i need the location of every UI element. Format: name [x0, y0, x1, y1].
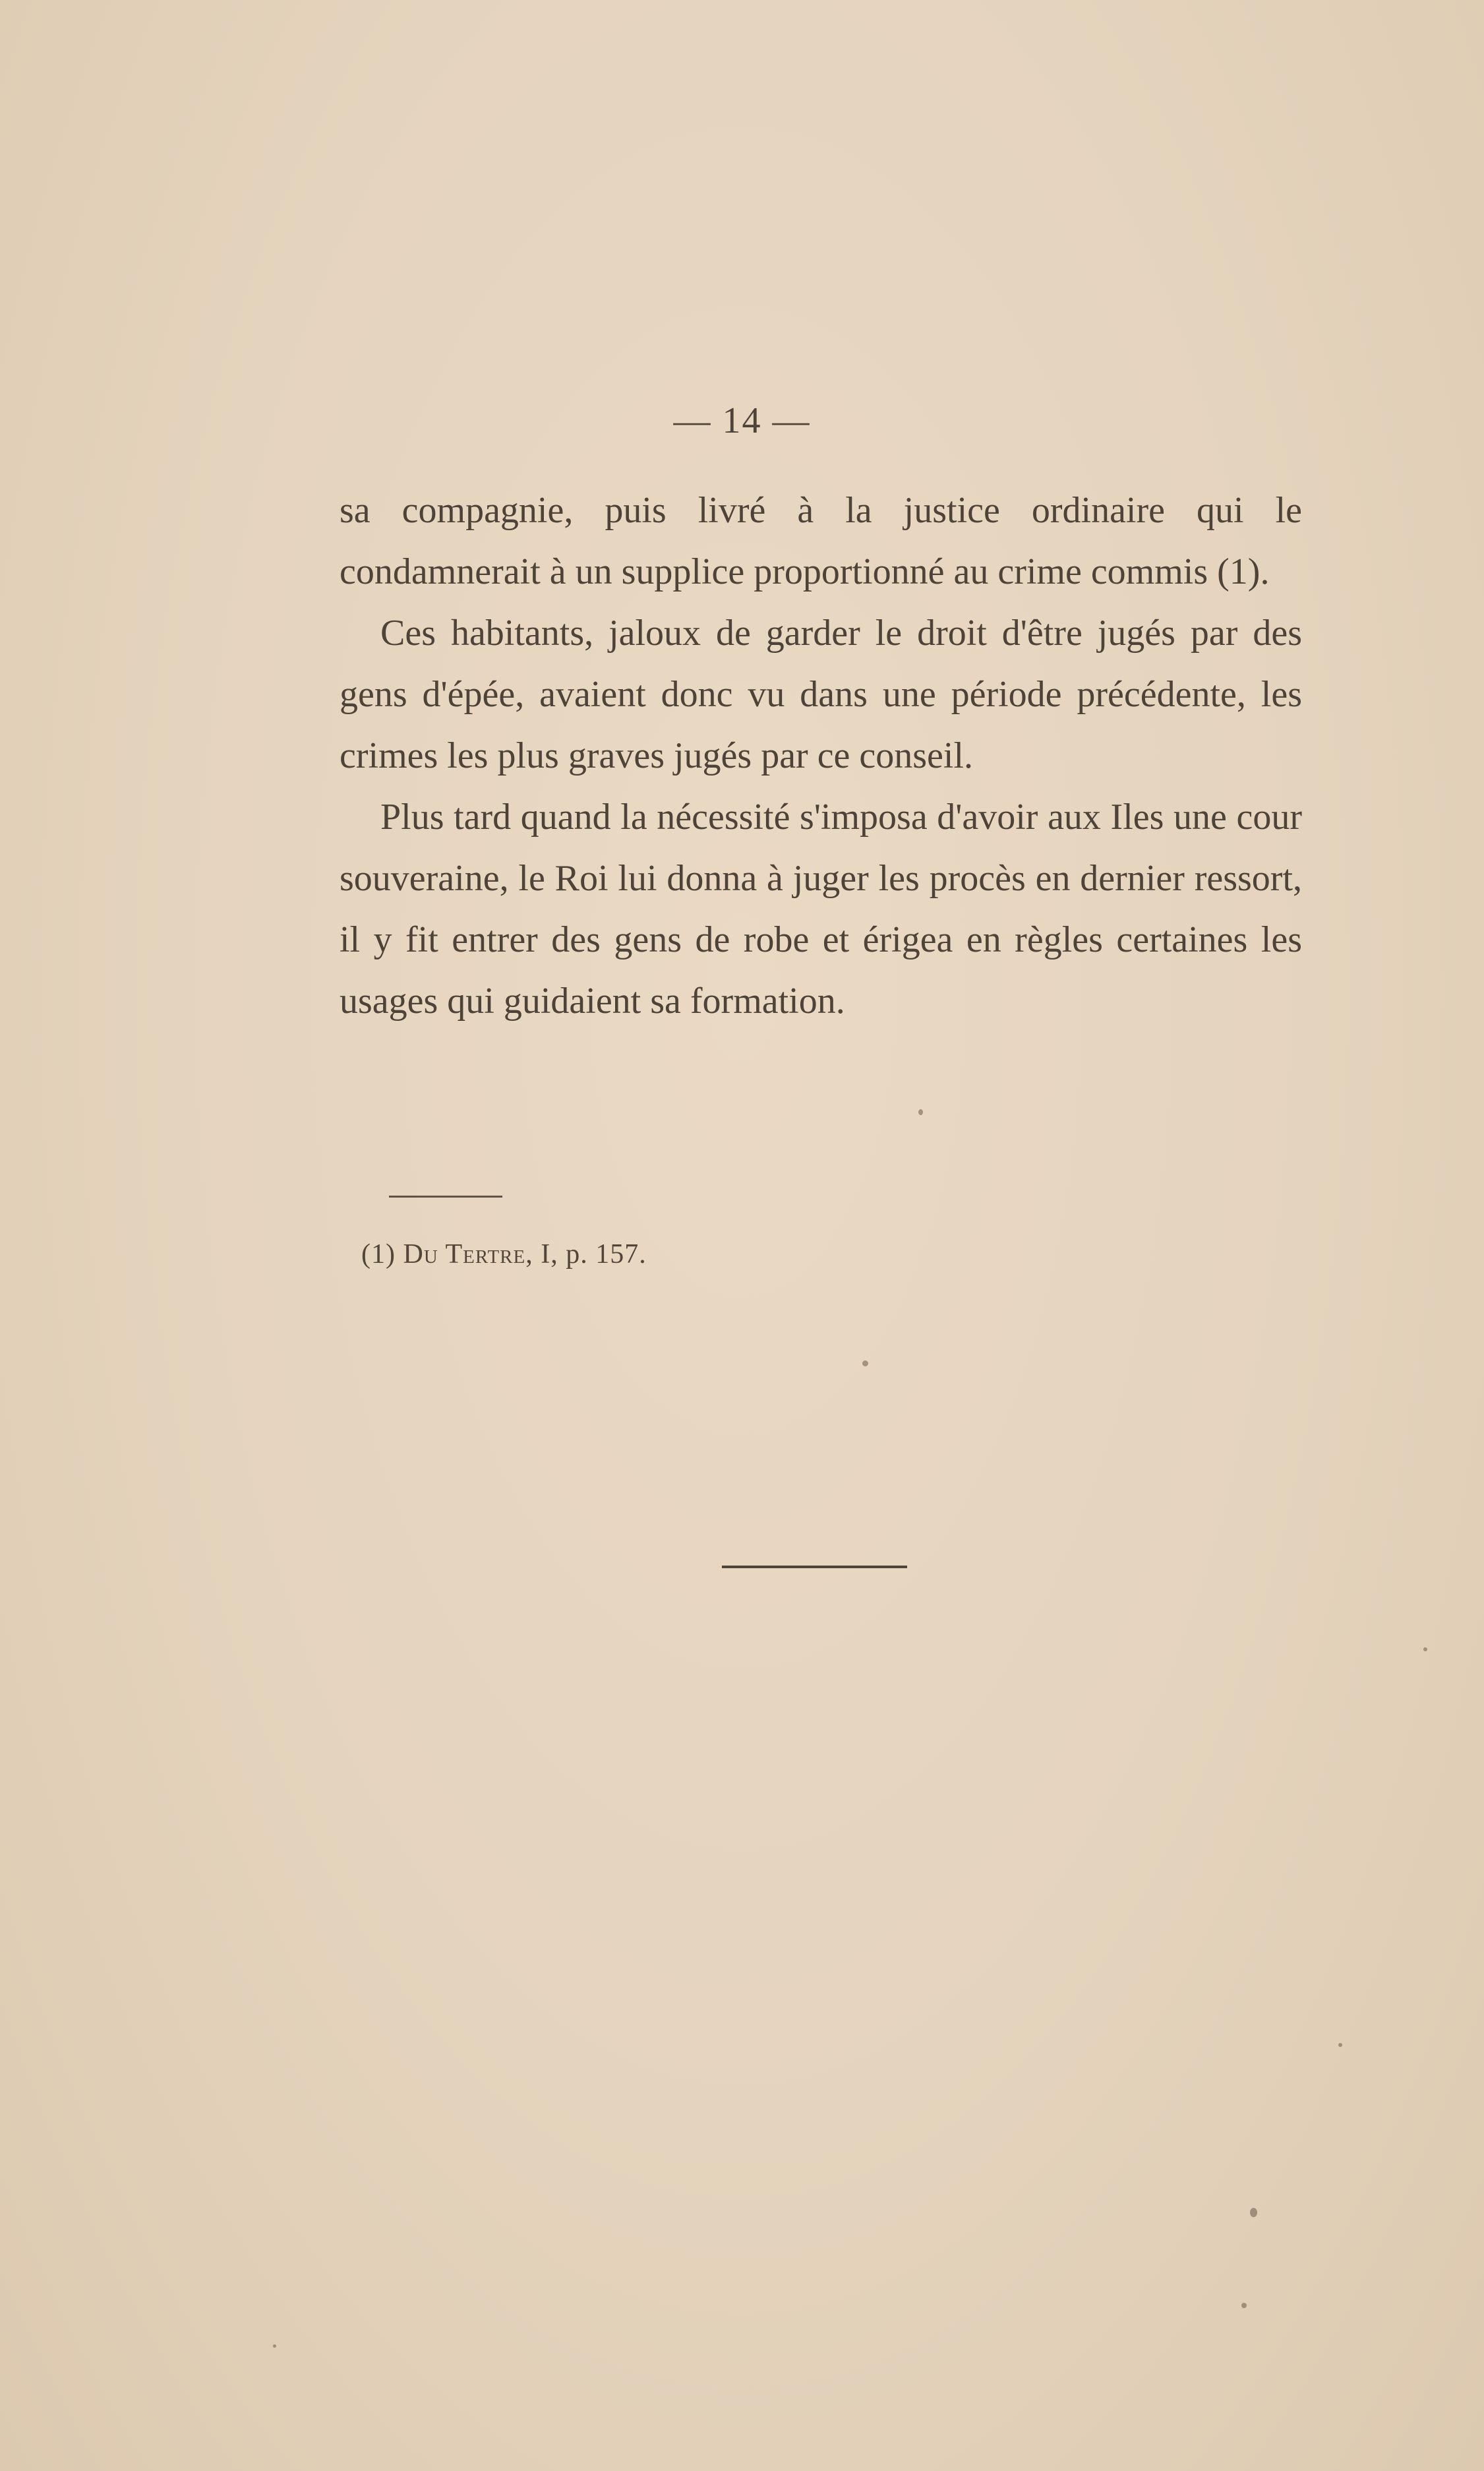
page-number: — 14 —: [673, 400, 811, 441]
paragraph-1: sa compagnie, puis livré à la justice ordinaire qui le condamnerait à un supplice proportionné au crime commis (1).: [340, 490, 1302, 592]
paper-speck: [1241, 2303, 1247, 2308]
paragraph-2: Ces habitants, jaloux de garder le droit d'être jugés par des gens d'épée, avaient donc vu dans une période précédente, les crimes les plus graves jugés par ce conseil.: [340, 613, 1302, 776]
body-text: [340, 480, 1302, 1032]
end-of-page-rule: [722, 1566, 907, 1568]
footnote-reference: , I, p. 157.: [525, 1239, 647, 1269]
paper-speck: [1338, 2043, 1342, 2047]
footnote-divider: [389, 1196, 502, 1198]
paper-speck: [1250, 2208, 1257, 2217]
footnote: [361, 1238, 647, 1270]
paper-speck: [273, 2344, 276, 2348]
paper-speck: [1423, 1647, 1427, 1651]
paper-speck: [862, 1360, 868, 1366]
footnote-author: Du Tertre: [403, 1239, 526, 1269]
paper-speck: [918, 1109, 923, 1115]
footnote-marker: (1): [361, 1239, 396, 1269]
paragraph-3: Plus tard quand la nécessité s'imposa d'avoir aux Iles une cour souveraine, le Roi lui donna à juger les procès en dernier ressort, il y fit entrer des gens de robe et érigea en règles certaines les usages qui guidaient sa formation.: [340, 797, 1302, 1022]
